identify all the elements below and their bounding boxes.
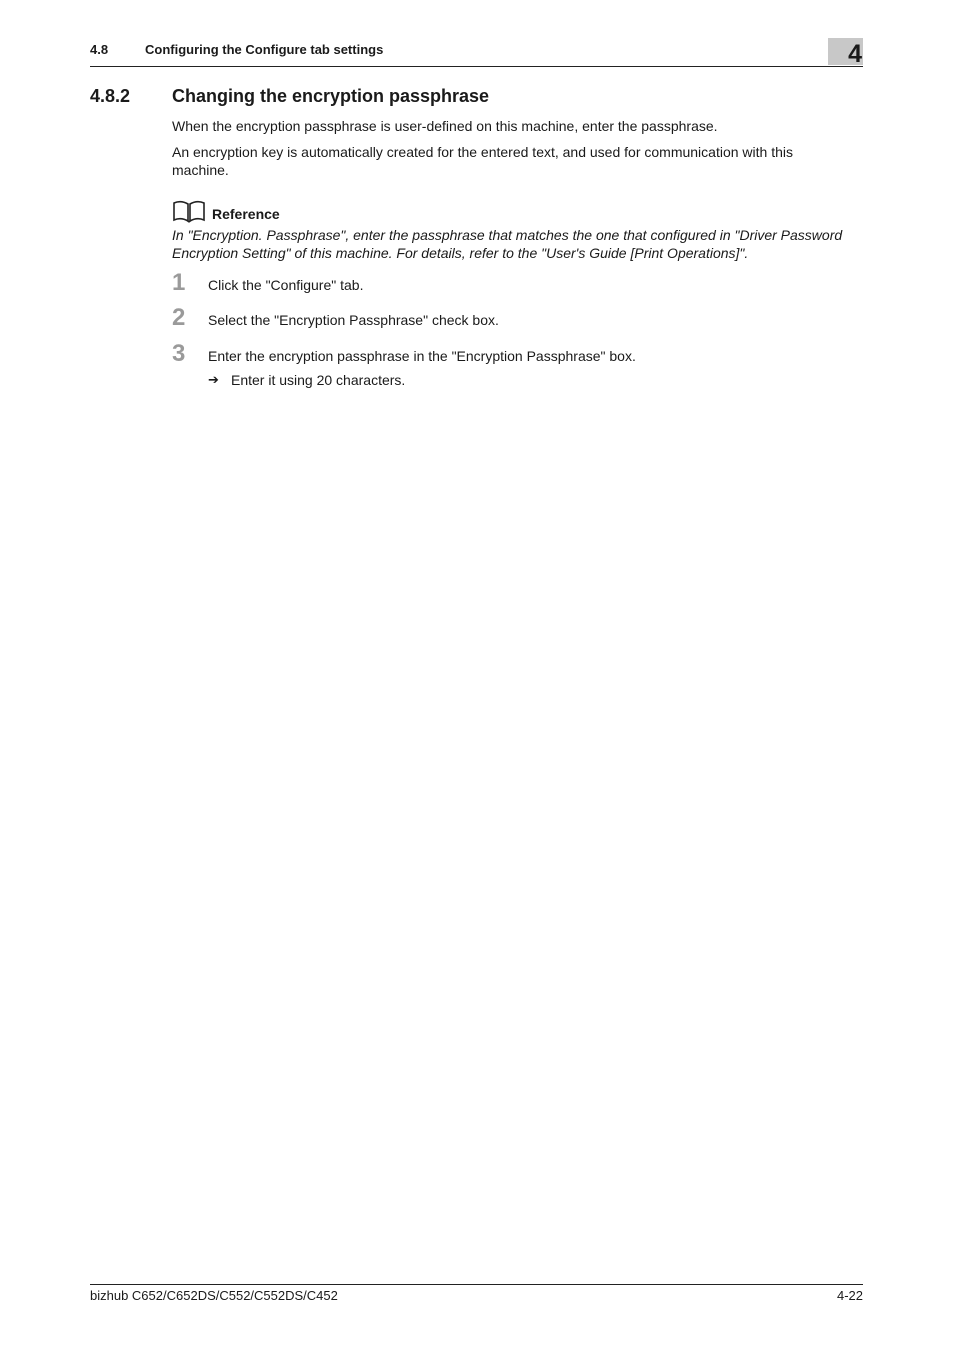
section-title: Changing the encryption passphrase: [172, 86, 490, 106]
reference-label: Reference: [212, 206, 280, 222]
step-text: Select the "Encryption Passphrase" check box.: [208, 312, 499, 328]
encryption-key-paragraph: An encryption key is automatically created for the entered text, and used for communication with this machine.: [172, 144, 793, 178]
chapter-badge: 4: [828, 38, 863, 65]
step-text: Click the "Configure" tab.: [208, 277, 364, 293]
step-2: [172, 306, 862, 332]
step-number: 2: [172, 304, 186, 331]
reference-text: In "Encryption. Passphrase", enter the passphrase that matches the one that configured in "Driver Password Encryption Setting" of this machine. For details, refer to the "User's Guide [Print Operations]".: [172, 227, 843, 261]
header-section-number: 4.8: [90, 42, 109, 57]
substep-text: Enter it using 20 characters.: [231, 372, 406, 388]
step-3: [172, 342, 862, 368]
reference-header: [172, 197, 864, 223]
reference-block: [172, 197, 864, 262]
step-number: 1: [172, 269, 186, 296]
arrow-right-icon: ➔: [208, 372, 219, 387]
step-text: Enter the encryption passphrase in the "Encryption Passphrase" box.: [208, 348, 636, 364]
footer-product: bizhub C652/C652DS/C552/C552DS/C452: [90, 1288, 338, 1303]
page-footer: [90, 1284, 863, 1311]
header-section-title: Configuring the Configure tab settings: [145, 42, 384, 57]
section-number: 4.8.2: [90, 86, 131, 106]
substep: [208, 371, 405, 389]
step-number: 3: [172, 340, 186, 367]
intro-paragraph: When the encryption passphrase is user-defined on this machine, enter the passphrase.: [172, 118, 718, 134]
page-header: [90, 38, 863, 67]
step-1: [172, 271, 862, 297]
footer-page-number: 4-22: [836, 1288, 863, 1303]
book-icon: [172, 199, 206, 223]
